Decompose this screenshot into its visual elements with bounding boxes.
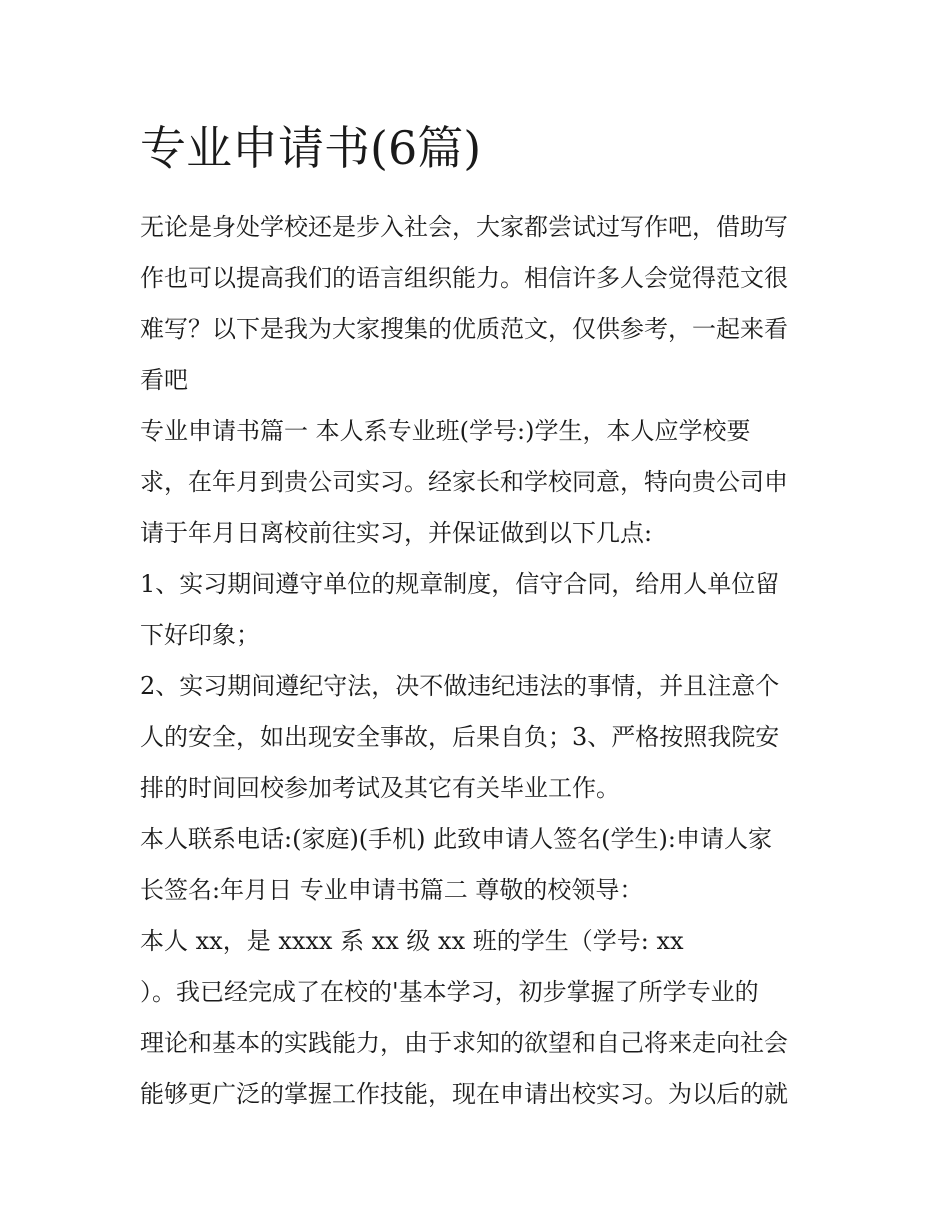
body-line: 能够更广泛的掌握工作技能，现在申请出校实习。为以后的就 — [140, 1080, 788, 1108]
body-line: 长签名:年月日 专业申请书篇二 尊敬的校领导： — [140, 876, 644, 904]
document-page — [140, 112, 820, 1120]
body-line: 理论和基本的实践能力，由于求知的欲望和自己将来走向社会 — [140, 1029, 788, 1057]
body-line: 看吧 — [140, 366, 188, 394]
body-line: 请于年月日离校前往实习，并保证做到以下几点: — [140, 519, 653, 547]
body-line: 本人联系电话:(家庭)(手机) 此致申请人签名(学生):申请人家 — [140, 825, 772, 853]
body-line: 求，在年月到贵公司实习。经家长和学校同意，特向贵公司申 — [140, 468, 788, 496]
body-line: ）。我已经完成了在校的'基本学习，初步掌握了所学专业的 — [140, 978, 759, 1006]
body-line: 排的时间回校参加考试及其它有关毕业工作。 — [140, 774, 620, 802]
body-line: 作也可以提高我们的语言组织能力。相信许多人会觉得范文很 — [140, 264, 788, 292]
document-title: 专业申请书(6篇) — [140, 121, 482, 175]
body-line: 本人 xx，是 xxxx 系 xx 级 xx 班的学生（学号: xx — [140, 927, 684, 955]
body-line: 无论是身处学校还是步入社会，大家都尝试过写作吧，借助写 — [140, 213, 788, 241]
document-body — [140, 202, 820, 1120]
body-line: 难写？以下是我为大家搜集的优质范文，仅供参考，一起来看 — [140, 315, 788, 343]
body-line: 1、实习期间遵守单位的规章制度，信守合同，给用人单位留 — [140, 570, 780, 598]
body-line: 下好印象； — [140, 621, 260, 649]
body-line: 2、实习期间遵纪守法，决不做违纪违法的事情，并且注意个 — [140, 672, 780, 700]
body-line: 人的安全，如出现安全事故，后果自负；3、严格按照我院安 — [140, 723, 780, 751]
body-line: 专业申请书篇一 本人系专业班(学号:)学生，本人应学校要 — [140, 417, 751, 445]
